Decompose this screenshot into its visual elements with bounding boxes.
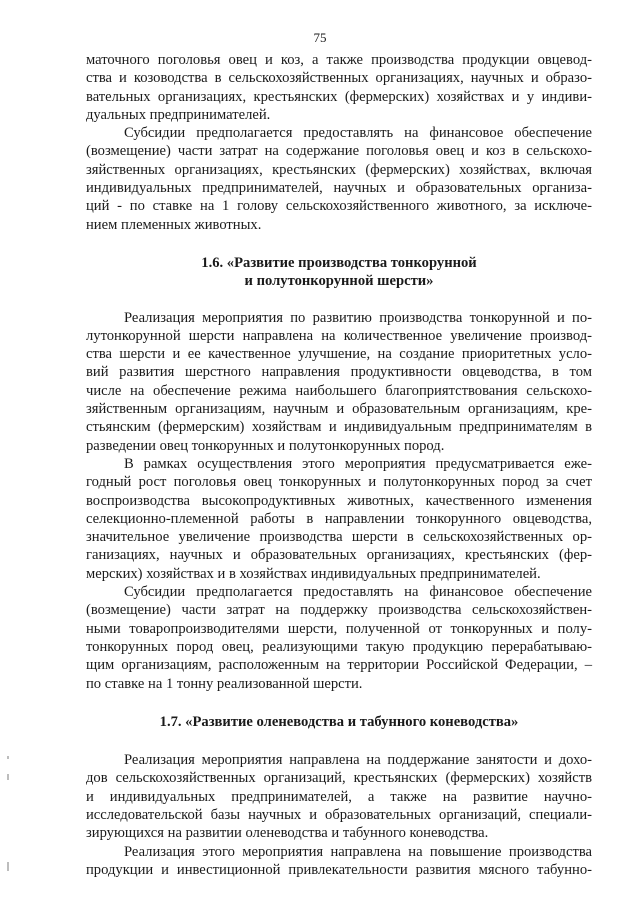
text-line: Субсидии предполагается предоставлять на финансовое обеспечение bbox=[124, 584, 592, 601]
text-line: дуальных предпринимателей. bbox=[86, 106, 271, 123]
text-line: ций - по ставке на 1 голову сельскохозяйственного животного, за исключе- bbox=[86, 198, 592, 215]
text-line: индивидуальных предпринимателей, научных и образовательных организа- bbox=[86, 180, 592, 197]
paragraph-livestock-growth bbox=[86, 455, 592, 583]
paragraph-reindeer-horse bbox=[86, 751, 592, 842]
text-line: воспроизводства высокопродуктивных животных, качественного изменения bbox=[86, 492, 592, 509]
text-line: зяйственных организациях, крестьянских (фермерских) хозяйствах, включая bbox=[86, 161, 592, 178]
text-line: по ставке на 1 тонну реализованной шерсти. bbox=[86, 675, 363, 692]
text-line: Реализация мероприятия направлена на поддержание занятости и дохо- bbox=[124, 752, 592, 769]
text-line: маточного поголовья овец и коз, а также производства продукции овцевод- bbox=[86, 52, 592, 68]
paragraph-continuation bbox=[86, 51, 592, 124]
text-line: Реализация этого мероприятия направлена на повышение производства bbox=[124, 843, 592, 860]
text-line: продукции и инвестиционной привлекательности развития мясного табунно- bbox=[86, 861, 592, 878]
text-line: Реализация мероприятия по развитию производства тонкорунной и по- bbox=[124, 309, 592, 326]
text-line: нием племенных животных. bbox=[86, 216, 262, 233]
heading-line: 1.7. «Развитие оленеводства и табунного коневодства» bbox=[159, 713, 519, 730]
paragraph-wool-production bbox=[86, 309, 592, 455]
text-line: стьянским (фермерским) хозяйствам и индивидуальным предпринимателям в bbox=[86, 419, 592, 436]
text-line: (возмещение) части затрат на поддержку производства сельскохозяйствен- bbox=[86, 602, 592, 619]
text-line: В рамках осуществления этого мероприятия предусматривается еже- bbox=[124, 455, 592, 472]
text-line: зирующихся на развитии оленеводства и табунного коневодства. bbox=[86, 825, 489, 842]
paragraph-investment bbox=[86, 843, 592, 880]
text-line: селекционно-племенной работы в направлении тонкорунного овцеводства, bbox=[86, 510, 592, 527]
heading-line: 1.6. «Развитие производства тонкорунной bbox=[201, 254, 477, 271]
text-line: лутонкорунной шерсти направлена на количественное увеличение производ- bbox=[86, 327, 592, 344]
text-line: и индивидуальных предпринимателей, а также на развитие научно- bbox=[86, 788, 592, 805]
page-body bbox=[86, 51, 592, 879]
section-heading-1-7 bbox=[86, 713, 592, 731]
section-heading-1-6 bbox=[86, 254, 592, 291]
text-line: тонкорунных пород овец, реализующими такую продукцию перерабатываю- bbox=[86, 638, 592, 655]
page-number: 75 bbox=[313, 30, 327, 45]
scan-margin-mark bbox=[7, 756, 9, 759]
text-line: числе на обеспечение режима наибольшего благоприятствования сельскохо- bbox=[86, 382, 592, 399]
text-line: разведении овец тонкорунных и полутонкорунных пород. bbox=[86, 437, 445, 454]
scan-margin-mark bbox=[7, 774, 9, 780]
heading-line: и полутонкорунной шерсти» bbox=[244, 273, 434, 290]
text-line: значительное увеличение производства шерсти в сельскохозяйственных ор- bbox=[86, 529, 592, 546]
scan-margin-mark bbox=[7, 862, 9, 871]
paragraph-subsidies-sheep-goats bbox=[86, 124, 592, 234]
text-line: ства шерсти и ее качественное улучшение, на создание приоритетных усло- bbox=[86, 346, 592, 363]
text-line: щим организациям, расположенным на территории Российской Федерации, – bbox=[86, 657, 592, 674]
text-line: исследовательской базы научных и образовательных организаций, специали- bbox=[86, 806, 592, 823]
text-line: дов сельскохозяйственных организаций, крестьянских (фермерских) хозяйств bbox=[86, 770, 592, 787]
text-line: (возмещение) части затрат на содержание поголовья овец и коз в сельскохо- bbox=[86, 143, 592, 160]
text-line: годный рост поголовья овец тонкорунных и полутонкорунных пород за счет bbox=[86, 474, 592, 491]
text-line: ства и козоводства в сельскохозяйственных организациях, научных и образо- bbox=[86, 70, 592, 87]
text-line: ными товаропроизводителями шерсти, полученной от тонкорунных и полу- bbox=[86, 620, 592, 637]
text-line: вательных организациях, крестьянских (фермерских) хозяйствах и у индиви- bbox=[86, 88, 592, 105]
paragraph-subsidies-wool bbox=[86, 583, 592, 693]
text-line: вий развития шерстного направления продуктивности овцеводства, в том bbox=[86, 364, 592, 381]
text-line: зяйственным организациям, научным и образовательным организациям, кре- bbox=[86, 401, 592, 418]
text-line: мерских) хозяйствах и в хозяйствах индивидуальных предпринимателей. bbox=[86, 565, 541, 582]
text-line: ганизациях, научных и образовательных организациях, крестьянских (фер- bbox=[86, 547, 592, 564]
text-line: Субсидии предполагается предоставлять на финансовое обеспечение bbox=[124, 125, 592, 142]
